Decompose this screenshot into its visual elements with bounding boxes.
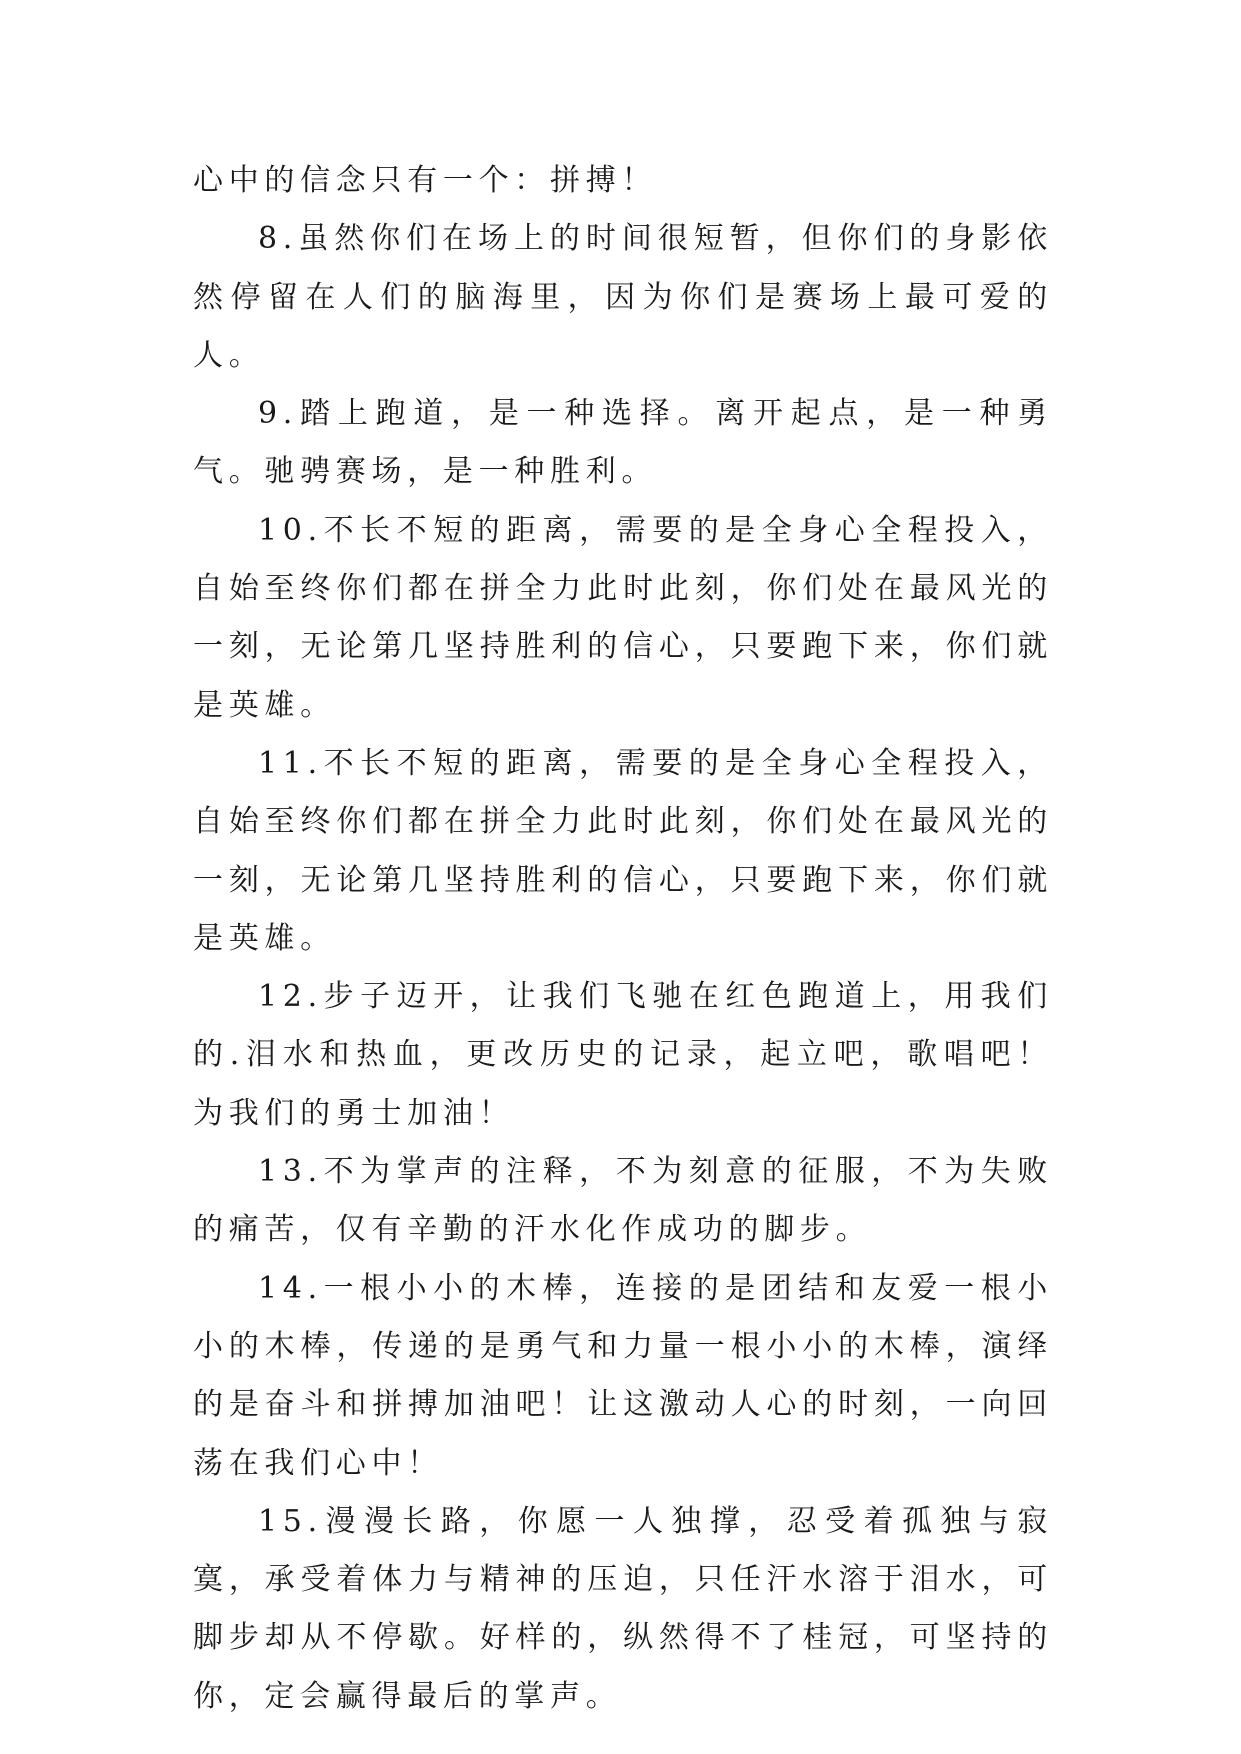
paragraph-item-14: 14.一根小小的木棒，连接的是团结和友爱一根小小的木棒，传递的是勇气和力量一根小小的木棒，演绎的是奋斗和拼搏加油吧！让这激动人心的时刻，一向回荡在我们心中！ (193, 1270, 1053, 1481)
paragraph-item-10: 10.不长不短的距离，需要的是全身心全程投入，自始至终你们都在拼全力此时此刻，你们处在最风光的一刻，无论第几坚持胜利的信心，只要跑下来，你们就是英雄。 (193, 512, 1053, 723)
paragraph-item-12: 12.步子迈开，让我们飞驰在红色跑道上，用我们的.泪水和热血，更改历史的记录，起立吧，歌唱吧！为我们的勇士加油！ (193, 979, 1053, 1131)
paragraph-continuation: 心中的信念只有一个：拼搏！ (193, 163, 658, 198)
document-body (193, 152, 1053, 1726)
paragraph-item-13: 13.不为掌声的注释，不为刻意的征服，不为失败的痛苦，仅有辛勤的汗水化作成功的脚步。 (193, 1154, 1053, 1248)
paragraph-item-11: 11.不长不短的距离，需要的是全身心全程投入，自始至终你们都在拼全力此时此刻，你们处在最风光的一刻，无论第几坚持胜利的信心，只要跑下来，你们就是英雄。 (193, 745, 1053, 956)
paragraph-item-9: 9.踏上跑道，是一种选择。离开起点，是一种勇气。驰骋赛场，是一种胜利。 (193, 396, 1053, 490)
paragraph-item-8: 8.虽然你们在场上的时间很短暂，但你们的身影依然停留在人们的脑海里，因为你们是赛场上最可爱的人。 (193, 221, 1053, 373)
paragraph-item-15: 15.漫漫长路，你愿一人独撑，忍受着孤独与寂寞，承受着体力与精神的压迫，只任汗水溶于泪水，可脚步却从不停歇。好样的，纵然得不了桂冠，可坚持的你，定会赢得最后的掌声。 (193, 1503, 1053, 1714)
